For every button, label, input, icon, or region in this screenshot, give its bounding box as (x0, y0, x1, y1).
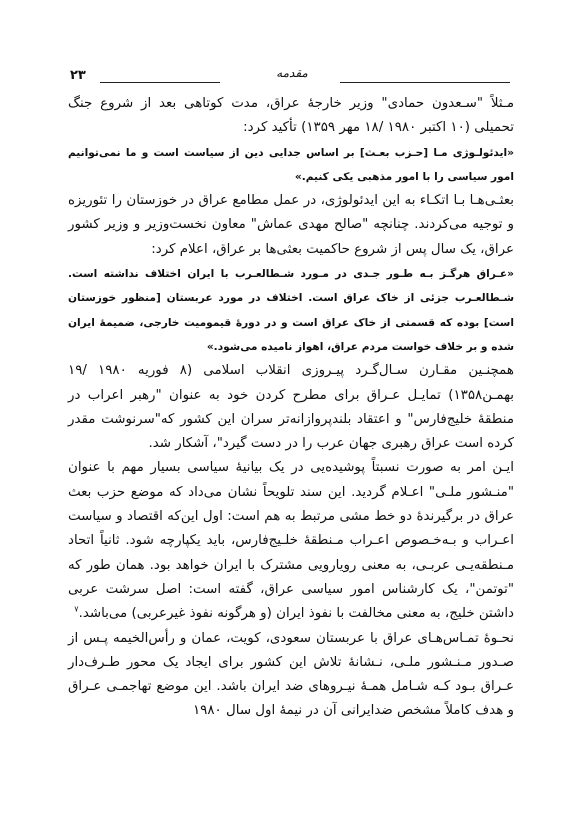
paragraph-baathist-ideology: بعثـی‌هـا بـا اتکـاء به این ایدئولوژی، در عمل مطامع عراق در خوزستان را تئوریزه و توجیه می‌کردند. چنانچه "صالح مهدی عماش" معاون نخست‌وزیر و وزیر کشور عراق، یک سال پس از شروع حاکمیت بعثی‌ها بر عراق، اعلام کرد: (68, 193, 514, 257)
quote-hamadi: «ایدئولـوژی مـا [حـزب بعـث] بر اساس جدایی دین از سیاست است و ما نمی‌توانیم امور سیاسی را با امور مذهبی یکی کنیم.» (68, 146, 514, 183)
paragraph-hamadi-intro: مـثلاً "سـعدون حمادی" وزیر خارجهٔ عراق، مدت کوتاهی بعد از شروع جنگ تحمیلی (۱۰ اکتبر ۱۹۸۰ /۱۸ مهر ۱۳۵۹) تأکید کرد: (68, 96, 514, 136)
paragraph-national-charter-text: ایـن امر به صورت نسبتاً پوشیده‌یی در یک بیانیهٔ سیاسی بسیار مهم با عنوان "منـشور ملـی" اعـلام گردید. این سند تلویحاً نشان می‌داد که موضع حزب بعث عراق در برگیرندهٔ دو خط مشی مرتبط به هم است: اول این‌که اقتصاد و سیاست اعـراب و بـه‌خـصوص اعـراب مـنطقهٔ خلـیج‌فارس، باید یکپارچه شود. ثانیاً اتحاد مـنطقه‌یـی عربـی، به معنی رویارویی مشترک با ایران خواهد بود. همان طور که "توتمن"، یک کارشناس امور سیاسی عراق، گفته است: اصل سرشت عربی داشتن خلیج، به معنی مخالفت با نفوذ ایران (و هرگونه نفوذ غیرعربی) می‌باشد. (68, 460, 514, 622)
paragraph-national-charter (68, 456, 514, 626)
paragraph-revolution-anniversary: همچنـین مقـارن سـال‌گـرد پیـروزی انقلاب اسلامی (۸ فوریه ۱۹۸۰ /۱۹ بهمـن۱۳۵۸) تمایـل عـراق برای مطرح کردن خود به عنوان "رهبر اعراب در منطقهٔ خلیج‌فارس" و اعتقاد بلندپروازانه‌تر سران این کشور که"سرنوشت مقدر کرده است عراق رهبری جهان عرب را در دست گیرد"، آشکار شد. (68, 363, 514, 452)
paragraph-gulf-contacts: نحـوهٔ تمـاس‌هـای عراق با عربستان سعودی، کویت، عمان و رأس‌الخیمه پـس از صـدور مـنـشور ملـی، نـشانهٔ تلاش این کشور برای ایجاد یک محور طـرف‌دار عـراق بـود کـه شـامل همـهٔ نیـروهای ضد ایران باشد. این موضع تهاجمـی عـراق و هدف کاملاً مشخص ضدایرانی آن در نیمهٔ اول سال ۱۹۸۰ (68, 630, 514, 719)
page-number: ۲۳ (70, 68, 86, 83)
header-rule-left (100, 82, 220, 83)
quote-ammash: «عـراق هرگـز بـه طـور جـدی در مـورد شـطالعـرب با ایران اختلاف نداشته است. شـطالعـرب جزئی از خاک عراق است. اختلاف در مورد عربستان [منظور خوزستان است] بوده که قسمتی از خاک عراق است و در دورهٔ قیمومیت خارجی، ضمیمهٔ ایران شده و بر خلاف خواست مردم عراق، اهواز نامیده می‌شود.» (68, 268, 514, 353)
header-rule-right (340, 82, 510, 83)
page-body (68, 92, 514, 724)
footnote-marker: ۷ (74, 604, 79, 614)
running-header-title: مقدمه (276, 66, 308, 80)
